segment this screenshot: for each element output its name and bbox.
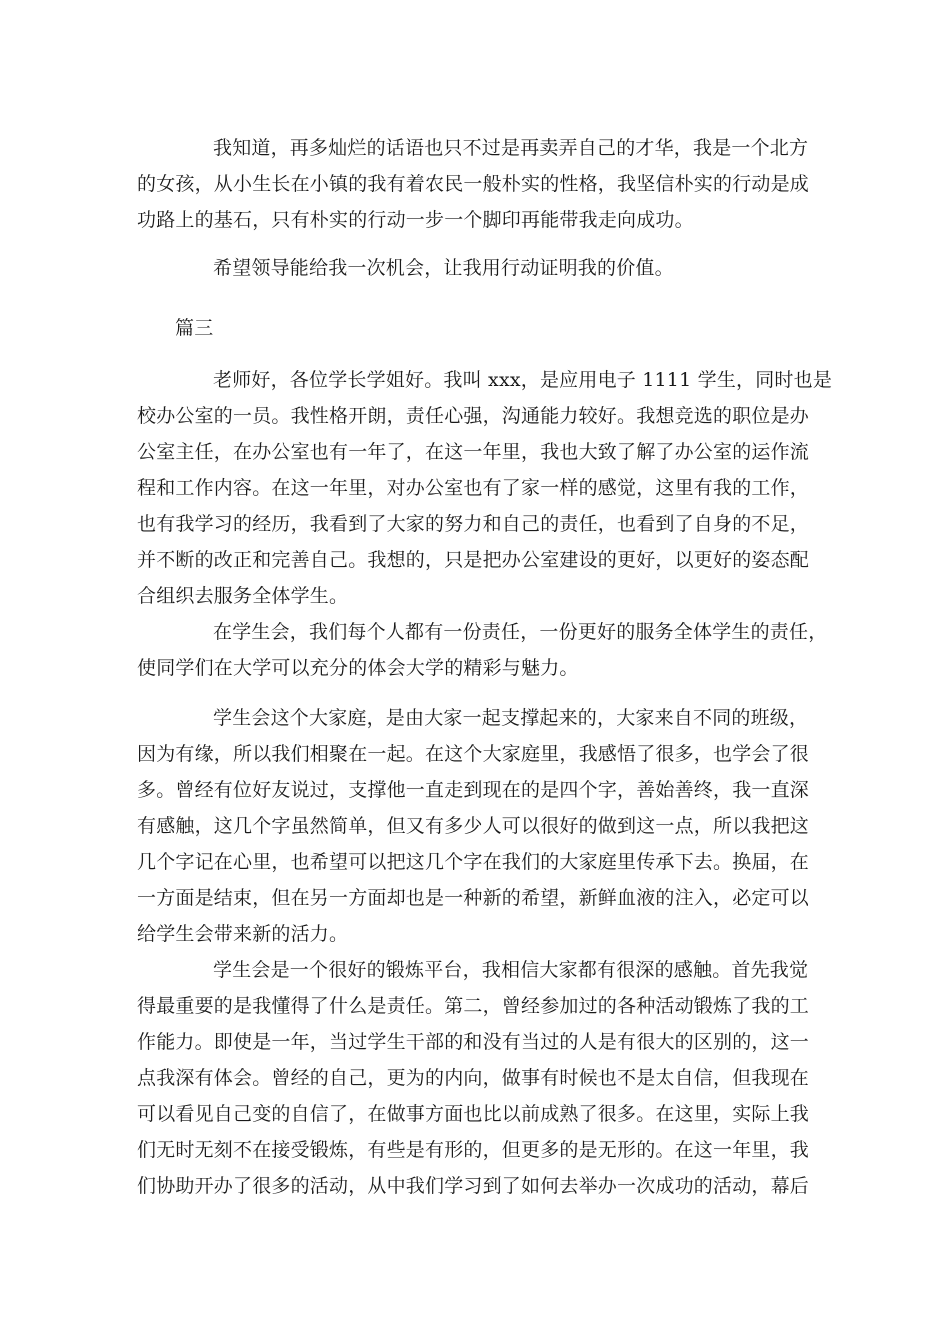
text-line: 一方面是结束，但在另一方面却也是一种新的希望，新鲜血液的注入，必定可以 [137,887,810,909]
paragraph-4 [137,614,827,686]
paragraph-2 [137,250,674,286]
text-line: 可以看见自己变的自信了，在做事方面也比以前成熟了很多。在这里，实际上我 [137,1103,810,1125]
text-line: 老师好，各位学长学姐好。我叫 xxx，是应用电子 1111 学生，同时也是 [213,369,833,391]
text-line: 有感触，这几个字虽然简单，但又有多少人可以很好的做到这一点，所以我把这 [137,815,810,837]
text-line: 给学生会带来新的活力。 [137,923,349,945]
text-line: 得最重要的是我懂得了什么是责任。第二，曾经参加过的各种活动锻炼了我的工 [137,995,810,1017]
text-line: 点我深有体会。曾经的自己，更为的内向，做事有时候也不是太自信，但我现在 [137,1067,810,1089]
text-line: 作能力。即使是一年，当过学生干部的和没有当过的人是有很大的区别的，这一 [137,1031,810,1053]
text-line: 们无时无刻不在接受锻炼，有些是有形的，但更多的是无形的。在这一年里，我 [137,1139,810,1161]
text-line: 合组织去服务全体学生。 [137,585,349,607]
section-heading [175,310,213,346]
heading-text: 篇三 [175,317,214,339]
paragraph-5 [137,700,809,952]
text-line: 程和工作内容。在这一年里，对办公室也有了家一样的感觉，这里有我的工作， [137,477,810,499]
text-line: 功路上的基石，只有朴实的行动一步一个脚印再能带我走向成功。 [137,209,694,231]
paragraph-1 [137,130,809,238]
text-line: 们协助开办了很多的活动，从中我们学习到了如何去举办一次成功的活动，幕后 [137,1175,810,1197]
text-line: 公室主任，在办公室也有一年了，在这一年里，我也大致了解了办公室的运作流 [137,441,810,463]
text-line: 也有我学习的经历，我看到了大家的努力和自己的责任，也看到了自身的不足， [137,513,810,535]
text-line: 使同学们在大学可以充分的体会大学的精彩与魅力。 [137,657,579,679]
text-line: 我知道，再多灿烂的话语也只不过是再卖弄自己的才华，我是一个北方 [213,137,809,159]
paragraph-3 [137,362,832,614]
text-line: 几个字记在心里，也希望可以把这几个字在我们的大家庭里传承下去。换届，在 [137,851,810,873]
text-line: 因为有缘，所以我们相聚在一起。在这个大家庭里，我感悟了很多，也学会了很 [137,743,810,765]
text-line: 在学生会，我们每个人都有一份责任，一份更好的服务全体学生的责任， [213,621,828,643]
text-line: 学生会是一个很好的锻炼平台，我相信大家都有很深的感触。首先我觉 [213,959,809,981]
text-line: 的女孩，从小生长在小镇的我有着农民一般朴实的性格，我坚信朴实的行动是成 [137,173,810,195]
text-line: 学生会这个大家庭，是由大家一起支撑起来的，大家来自不同的班级， [213,707,809,729]
text-line: 校办公室的一员。我性格开朗，责任心强，沟通能力较好。我想竞选的职位是办 [137,405,810,427]
paragraph-6 [137,952,809,1204]
text-line: 多。曾经有位好友说过，支撑他一直走到现在的是四个字，善始善终，我一直深 [137,779,810,801]
text-line: 并不断的改正和完善自己。我想的，只是把办公室建设的更好，以更好的姿态配 [137,549,810,571]
text-line: 希望领导能给我一次机会，让我用行动证明我的价值。 [213,257,674,279]
